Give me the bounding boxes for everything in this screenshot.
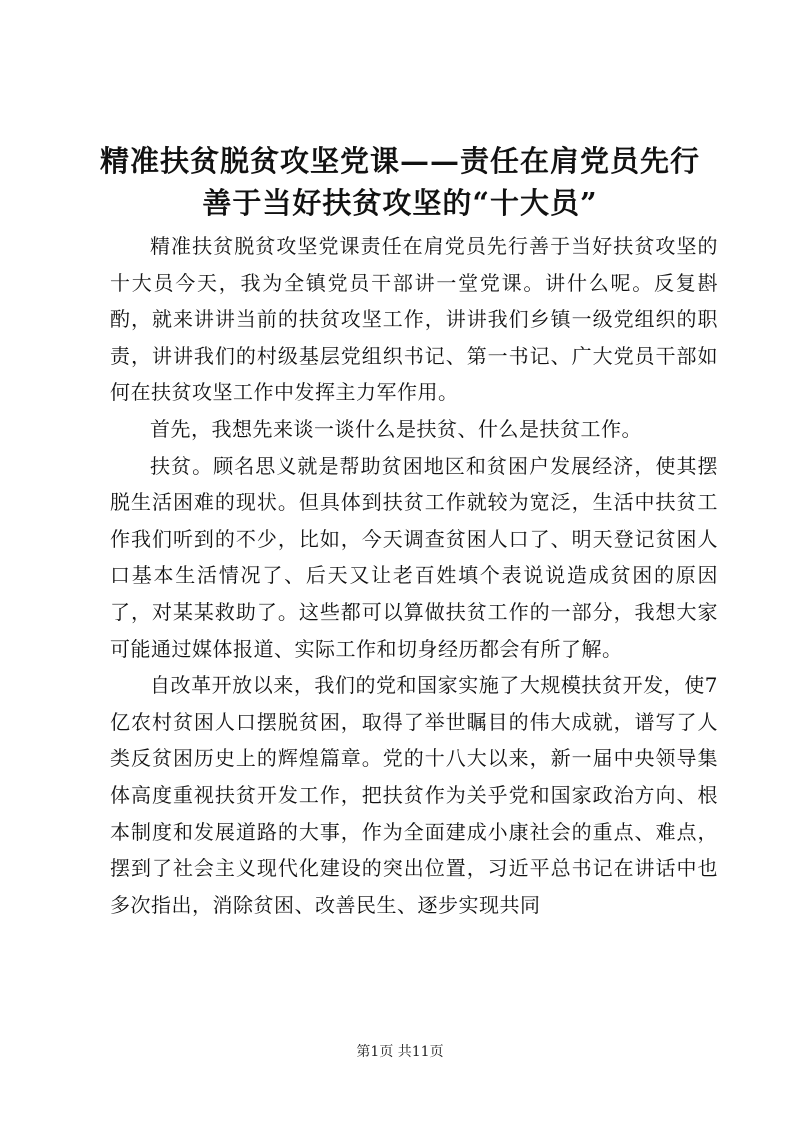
document-title	[80, 140, 720, 224]
paragraph-intro: 精准扶贫脱贫攻坚党课责任在肩党员先行善于当好扶贫攻坚的十大员今天，我为全镇党员干部讲一堂党课。讲什么呢。反复斟酌，就来讲讲当前的扶贫攻坚工作，讲讲我们乡镇一级党组织的职责，讲讲我们的村级基层党组织书记、第一书记、广大党员干部如何在扶贫攻坚工作中发挥主力军作用。	[110, 234, 718, 405]
document-body	[110, 228, 718, 923]
title-line-2: 善于当好扶贫攻坚的“十大员”	[202, 186, 598, 220]
paragraph-poverty-definition: 扶贫。顾名思义就是帮助贫困地区和贫困户发展经济，使其摆脱生活困难的现状。但具体到扶贫工作就较为宽泛，生活中扶贫工作我们听到的不少，比如，今天调查贫困人口了、明天登记贫困人口基本生活情况了、后天又让老百姓填个表说说造成贫困的原因了，对某某救助了。这些都可以算做扶贫工作的一部分，我想大家可能通过媒体报道、实际工作和切身经历都会有所了解。	[110, 453, 718, 661]
title-line-1: 精准扶贫脱贫攻坚党课——责任在肩党员先行	[99, 144, 700, 178]
page-footer: 第1页 共11页	[356, 1044, 444, 1060]
paragraph-reform-history: 自改革开放以来，我们的党和国家实施了大规模扶贫开发，使7亿农村贫困人口摆脱贫困，取得了举世瞩目的伟大成就，谱写了人类反贫困历史上的辉煌篇章。党的十八大以来，新一届中央领导集体高度重视扶贫开发工作，把扶贫作为关乎党和国家政治方向、根本制度和发展道路的大事，作为全面建成小康社会的重点、难点，摆到了社会主义现代化建设的突出位置，习近平总书记在讲话中也多次指出，消除贫困、改善民生、逐步实现共同	[110, 673, 718, 917]
paragraph-first-point: 首先，我想先来谈一谈什么是扶贫、什么是扶贫工作。	[150, 416, 642, 441]
